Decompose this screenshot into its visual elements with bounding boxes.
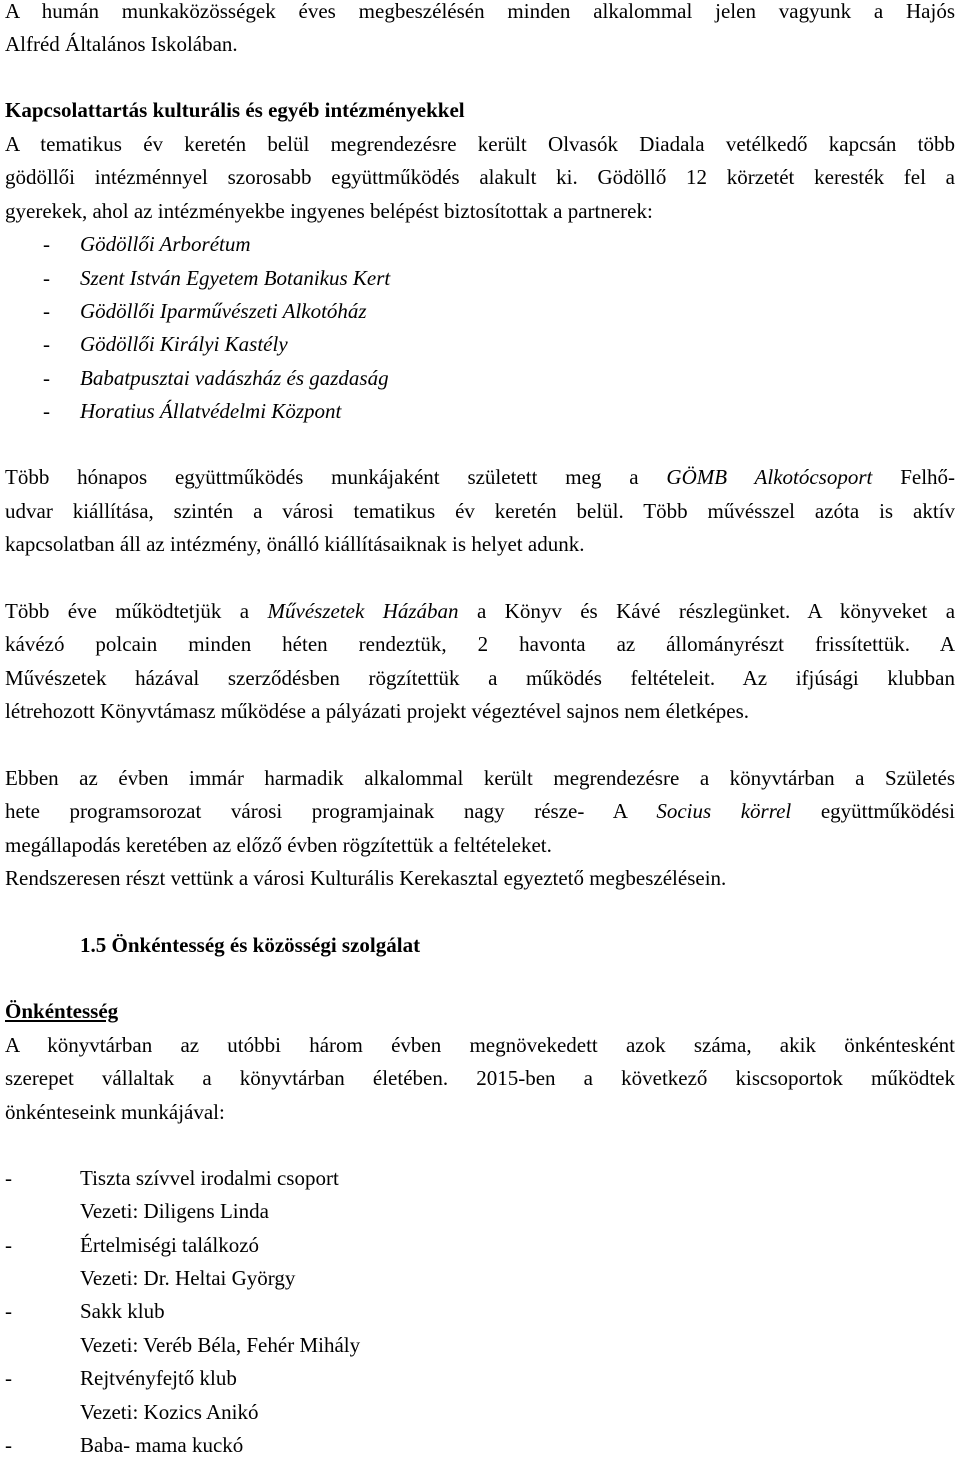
emphasis-text: Socius körrel bbox=[656, 799, 792, 823]
partner-name: Horatius Állatvédelmi Központ bbox=[80, 399, 342, 423]
paragraph-line: gyerekek, ahol az intézményekbe ingyenes belépést biztosítottak a partnerek: bbox=[5, 199, 653, 223]
paragraph-line: A tematikus év keretén belül megrendezésre került Olvasók Diadala vetélkedő kapcsán több bbox=[5, 132, 955, 156]
paragraph-line: megállapodás keretében az előző évben rögzítettük a feltételeket. bbox=[5, 833, 552, 857]
emphasis-text: GÖMB Alkotócsoport bbox=[666, 465, 873, 489]
paragraph-line: A könyvtárban az utóbbi három évben megnövekedett azok száma, akik önkéntesként bbox=[5, 1033, 955, 1057]
group-list-item: - Baba- mama kuckó bbox=[5, 1433, 244, 1457]
paragraph-line: létrehozott Könyvtámasz működése a pályázati projekt végeztével sajnos nem életképes. bbox=[5, 699, 750, 723]
section-title bbox=[80, 935, 420, 956]
paragraph-line: kávézó polcain minden héten rendeztük, 2 havonta az állományrészt frissítettük. A bbox=[5, 632, 955, 656]
group-list-item: - Sakk klub bbox=[5, 1299, 165, 1323]
partner-list-item: - Horatius Állatvédelmi Központ bbox=[43, 399, 342, 423]
group-list-item: - Értelmiségi találkozó bbox=[5, 1233, 260, 1257]
paragraph-line: szerepet vállaltak a könyvtárban életében. 2015-ben a következő kiscsoportok működtek bbox=[5, 1066, 955, 1090]
group-name: Értelmiségi találkozó bbox=[80, 1233, 260, 1257]
partner-list-item: - Gödöllői Iparművészeti Alkotóház bbox=[43, 299, 367, 323]
text-run: a Könyv és Kávé részlegünket. A könyveket a bbox=[476, 599, 956, 623]
text-run: Több éve működtetjük a bbox=[5, 599, 250, 623]
paragraph-line: Művészetek házával szerződésben rögzítettük a működés feltételeit. Az ifjúsági klubban bbox=[5, 666, 955, 690]
paragraph-line bbox=[5, 801, 955, 822]
text-run: együttműködési bbox=[820, 799, 956, 823]
partner-name: Babatpusztai vadászház és gazdaság bbox=[80, 366, 389, 390]
group-leader: Vezeti: Kozics Anikó bbox=[80, 1400, 259, 1424]
partner-list-item: - Szent István Egyetem Botanikus Kert bbox=[43, 266, 391, 290]
paragraph-line: Alfréd Általános Iskolában. bbox=[5, 32, 238, 56]
group-name: Rejtvényfejtő klub bbox=[80, 1366, 237, 1390]
paragraph-line: Ebben az évben immár harmadik alkalommal került megrendezésre a könyvtárban a Születés bbox=[5, 766, 955, 790]
section-number: 1.5 bbox=[80, 933, 107, 957]
group-list-item: - Rejtvényfejtő klub bbox=[5, 1366, 237, 1390]
section-heading: Kapcsolattartás kulturális és egyéb intézményekkel bbox=[5, 98, 465, 122]
emphasis-text: Művészetek Házában bbox=[267, 599, 459, 623]
group-name: Tiszta szívvel irodalmi csoport bbox=[80, 1166, 339, 1190]
paragraph-line: Rendszeresen részt vettünk a városi Kulturális Kerekasztal egyeztető megbeszélésein. bbox=[5, 866, 727, 890]
paragraph-line: önkénteseink munkájával: bbox=[5, 1100, 225, 1124]
group-leader: Vezeti: Dr. Heltai György bbox=[80, 1266, 296, 1290]
paragraph-line: kapcsolatban áll az intézmény, önálló kiállításaiknak is helyet adunk. bbox=[5, 532, 585, 556]
partner-name: Gödöllői Királyi Kastély bbox=[80, 332, 288, 356]
paragraph-line: A humán munkaközösségek éves megbeszélésén minden alkalommal jelen vagyunk a Hajós bbox=[5, 0, 955, 23]
group-leader: Vezeti: Veréb Béla, Fehér Mihály bbox=[80, 1333, 361, 1357]
group-leader: Vezeti: Diligens Linda bbox=[80, 1199, 269, 1223]
partner-list-item: - Gödöllői Királyi Kastély bbox=[43, 332, 288, 356]
text-run: Több hónapos együttműködés munkájaként született meg a bbox=[5, 465, 639, 489]
paragraph-line: udvar kiállítása, szintén a városi tematikus év keretén belül. Több művésszel azóta is aktív bbox=[5, 499, 955, 523]
partner-name: Gödöllői Arborétum bbox=[80, 232, 251, 256]
paragraph-line: gödöllői intézménnyel szorosabb együttműködés alakult ki. Gödöllő 12 körzetét keresték fel a bbox=[5, 165, 955, 189]
section-title-text: Önkéntesség és közösségi szolgálat bbox=[111, 933, 421, 957]
paragraph-line bbox=[5, 467, 955, 488]
text-run: hete programsorozat városi programjainak nagy része- A bbox=[5, 799, 627, 823]
subsection-heading: Önkéntesség bbox=[5, 999, 119, 1023]
text-run: Felhő- bbox=[900, 465, 956, 489]
partner-list-item: - Gödöllői Arborétum bbox=[43, 232, 251, 256]
partner-name: Szent István Egyetem Botanikus Kert bbox=[80, 266, 391, 290]
group-name: Baba- mama kuckó bbox=[80, 1433, 244, 1457]
partner-name: Gödöllői Iparművészeti Alkotóház bbox=[80, 299, 367, 323]
paragraph-line bbox=[5, 601, 955, 622]
group-name: Sakk klub bbox=[80, 1299, 165, 1323]
partner-list-item: - Babatpusztai vadászház és gazdaság bbox=[43, 366, 389, 390]
group-list-item: - Tiszta szívvel irodalmi csoport bbox=[5, 1166, 339, 1190]
